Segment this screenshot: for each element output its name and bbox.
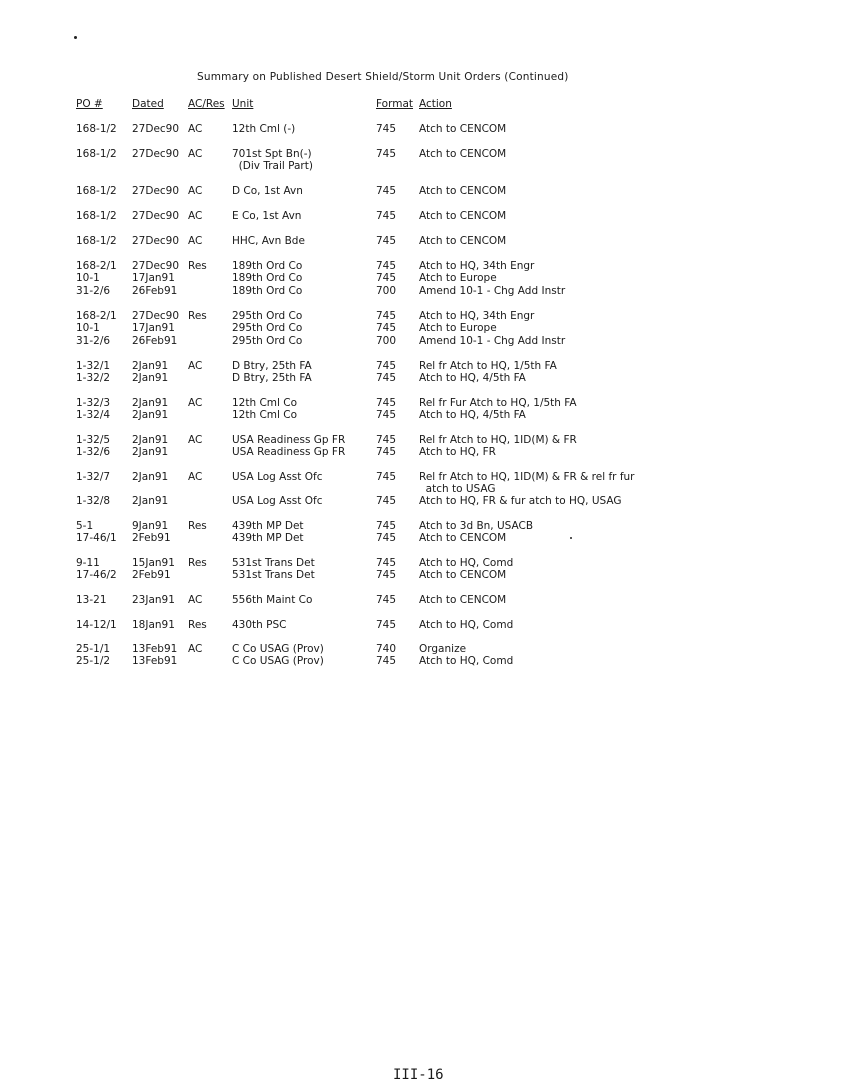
cell-date: 9Jan91 [132,520,169,532]
cell-date: 13Feb91 [132,643,178,655]
cell-po-number: 168-2/1 [76,310,117,322]
cell-date: 2Jan91 [132,360,169,372]
cell-po-number: 17-46/2 [76,569,117,582]
cell-ac-res: Res [188,260,207,272]
cell-unit: 295th Ord Co [232,334,303,347]
stray-mark-dot [74,36,77,39]
cell-unit: 556th Maint Co [232,594,313,606]
cell-po-number: 5-1 [76,520,94,532]
cell-ac-res: AC [188,471,203,483]
cell-unit: 531st Trans Det [232,569,315,582]
column-header-action: Action [419,98,452,110]
cell-unit: 531st Trans Det [232,557,315,569]
cell-action: Rel fr Atch to HQ, 1/5th FA [419,360,557,372]
cell-format: 745 [376,372,397,385]
cell-action: Atch to HQ, Comd [419,655,514,668]
cell-unit: 189th Ord Co [232,272,303,285]
cell-date: 2Jan91 [132,397,169,409]
cell-action: Atch to CENCOM [419,210,507,222]
cell-action: Rel fr Atch to HQ, 1ID(M) & FR & rel fr fur [419,471,635,483]
cell-action: Atch to CENCOM [419,123,507,135]
cell-format: 745 [376,360,397,372]
cell-date: 17Jan91 [132,322,175,335]
cell-ac-res: AC [188,148,203,160]
cell-action: Atch to CENCOM [419,235,507,247]
cell-ac-res: AC [188,434,203,446]
cell-date: 2Jan91 [132,409,169,422]
cell-date: 17Jan91 [132,272,175,285]
cell-action: Atch to CENCOM [419,569,507,582]
cell-date: 27Dec90 [132,310,180,322]
cell-po-number: 13-21 [76,594,107,606]
cell-format: 745 [376,210,397,222]
cell-ac-res: Res [188,557,207,569]
cell-action: Atch to HQ, 4/5th FA [419,409,526,422]
cell-action: Atch to Europe [419,322,497,335]
cell-date: 27Dec90 [132,235,180,247]
cell-po-number: 25-1/2 [76,655,111,668]
cell-unit: 430th PSC [232,619,287,631]
cell-unit: C Co USAG (Prov) [232,643,324,655]
cell-unit: D Btry, 25th FA [232,372,312,385]
cell-action: Atch to CENCOM [419,148,507,160]
cell-format: 745 [376,397,397,409]
cell-unit: 12th Cml (-) [232,123,296,135]
cell-ac-res: AC [188,210,203,222]
cell-unit: HHC, Avn Bde [232,235,305,247]
cell-format: 745 [376,446,397,459]
cell-unit: USA Readiness Gp FR [232,446,346,459]
cell-action: Atch to HQ, 34th Engr [419,260,535,272]
cell-po-number: 168-1/2 [76,235,117,247]
cell-date: 26Feb91 [132,334,178,347]
cell-action: Atch to HQ, 4/5th FA [419,372,526,385]
cell-unit: 295th Ord Co [232,310,303,322]
cell-ac-res: AC [188,123,203,135]
cell-action: Atch to CENCOM [419,185,507,197]
cell-format: 700 [376,284,397,297]
cell-unit: 439th MP Det [232,520,304,532]
cell-format: 745 [376,594,397,606]
cell-unit: USA Log Asst Ofc [232,471,323,483]
cell-ac-res: Res [188,520,207,532]
cell-po-number: 1-32/3 [76,397,111,409]
cell-format: 745 [376,557,397,569]
column-header-unit: Unit [232,98,254,110]
cell-date: 27Dec90 [132,210,180,222]
cell-format: 745 [376,495,397,507]
cell-ac-res: AC [188,397,203,409]
cell-ac-res: Res [188,310,207,322]
cell-unit: D Btry, 25th FA [232,360,312,372]
cell-po-number: 14-12/1 [76,619,117,631]
cell-action: Atch to HQ, Comd [419,557,514,569]
cell-date: 15Jan91 [132,557,175,569]
cell-format: 745 [376,235,397,247]
cell-po-number: 31-2/6 [76,334,111,347]
page-number: III-16 [393,1067,444,1083]
cell-ac-res: AC [188,643,203,655]
cell-po-number: 25-1/1 [76,643,111,655]
cell-po-number: 168-1/2 [76,148,117,160]
cell-format: 745 [376,569,397,582]
cell-format: 700 [376,334,397,347]
cell-unit: USA Readiness Gp FR [232,434,346,446]
cell-unit: 701st Spt Bn(-) [232,148,312,160]
cell-unit: E Co, 1st Avn [232,210,302,222]
cell-unit: 12th Cml Co [232,397,298,409]
cell-unit: 439th MP Det [232,532,304,545]
cell-action: Rel fr Atch to HQ, 1ID(M) & FR [419,434,577,446]
cell-date: 23Jan91 [132,594,175,606]
cell-format: 745 [376,471,397,483]
cell-unit: USA Log Asst Ofc [232,495,323,507]
cell-date: 2Feb91 [132,532,171,545]
cell-date: 2Jan91 [132,471,169,483]
page-title: Summary on Published Desert Shield/Storm Unit Orders (Continued) [197,71,569,83]
cell-po-number: 9-11 [76,557,100,569]
cell-po-number: 1-32/2 [76,372,111,385]
cell-format: 745 [376,532,397,545]
cell-unit: 189th Ord Co [232,260,303,272]
cell-format: 745 [376,434,397,446]
column-header-ac-res: AC/Res [188,98,225,110]
cell-format: 745 [376,123,397,135]
cell-po-number: 1-32/8 [76,495,111,507]
cell-po-number: 1-32/5 [76,434,111,446]
cell-po-number: 31-2/6 [76,284,111,297]
cell-action: Atch to HQ, 34th Engr [419,310,535,322]
cell-format: 745 [376,260,397,272]
cell-action: Atch to HQ, FR [419,446,496,459]
cell-ac-res: Res [188,619,207,631]
cell-po-number: 10-1 [76,322,100,335]
cell-unit: D Co, 1st Avn [232,185,303,197]
cell-date: 2Jan91 [132,372,169,385]
cell-unit: 189th Ord Co [232,284,303,297]
cell-ac-res: AC [188,185,203,197]
cell-po-number: 1-32/6 [76,446,111,459]
cell-date: 2Jan91 [132,495,169,507]
cell-action: atch to USAG [419,483,496,496]
cell-po-number: 1-32/4 [76,409,111,422]
cell-action: Atch to CENCOM [419,594,507,606]
cell-action: Atch to Europe [419,272,497,285]
cell-ac-res: AC [188,360,203,372]
cell-ac-res: AC [188,594,203,606]
cell-unit: C Co USAG (Prov) [232,655,324,668]
cell-date: 2Feb91 [132,569,171,582]
cell-po-number: 17-46/1 [76,532,117,545]
cell-action: Atch to 3d Bn, USACB [419,520,534,532]
cell-po-number: 10-1 [76,272,100,285]
cell-format: 745 [376,619,397,631]
cell-action: Rel fr Fur Atch to HQ, 1/5th FA [419,397,577,409]
column-header-dated: Dated [132,98,164,110]
cell-format: 745 [376,185,397,197]
cell-date: 18Jan91 [132,619,175,631]
cell-format: 745 [376,310,397,322]
cell-unit: 295th Ord Co [232,322,303,335]
cell-date: 27Dec90 [132,260,180,272]
column-header-format: Format [376,98,414,110]
cell-date: 27Dec90 [132,148,180,160]
cell-po-number: 168-1/2 [76,185,117,197]
cell-action: Atch to HQ, FR & fur atch to HQ, USAG [419,495,622,507]
cell-date: 2Jan91 [132,434,169,446]
cell-format: 745 [376,520,397,532]
cell-format: 745 [376,409,397,422]
cell-date: 13Feb91 [132,655,178,668]
cell-format: 745 [376,322,397,335]
cell-format: 740 [376,643,397,655]
cell-po-number: 1-32/7 [76,471,111,483]
cell-date: 26Feb91 [132,284,178,297]
cell-po-number: 168-1/2 [76,123,117,135]
cell-action: Atch to CENCOM [419,532,507,545]
column-header-po: PO # [76,98,103,110]
cell-unit: (Div Trail Part) [232,160,313,173]
cell-po-number: 168-1/2 [76,210,117,222]
cell-date: 27Dec90 [132,123,180,135]
cell-unit: 12th Cml Co [232,409,298,422]
cell-action: Amend 10-1 - Chg Add Instr [419,284,566,297]
cell-po-number: 168-2/1 [76,260,117,272]
cell-date: 2Jan91 [132,446,169,459]
cell-format: 745 [376,148,397,160]
cell-format: 745 [376,655,397,668]
cell-action: Atch to HQ, Comd [419,619,514,631]
cell-ac-res: AC [188,235,203,247]
cell-action: Organize [419,643,467,655]
cell-po-number: 1-32/1 [76,360,111,372]
cell-action: Amend 10-1 - Chg Add Instr [419,334,566,347]
cell-format: 745 [376,272,397,285]
cell-date: 27Dec90 [132,185,180,197]
stray-mark-dot [570,537,572,539]
